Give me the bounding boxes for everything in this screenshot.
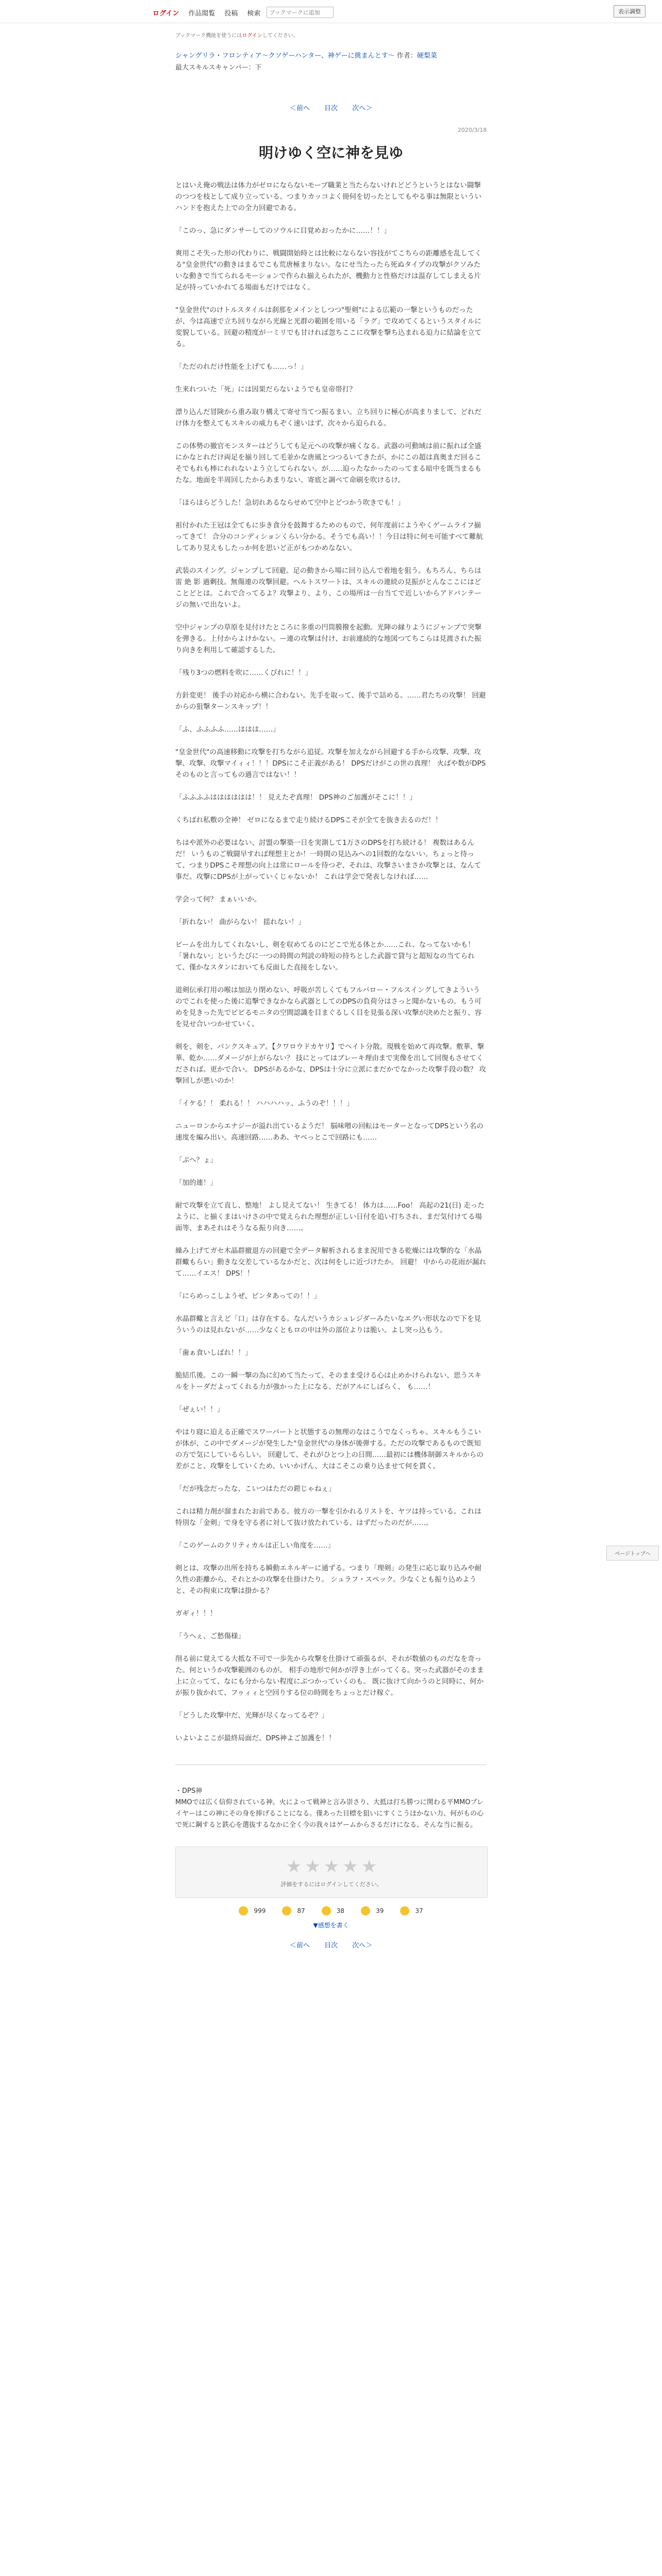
rating-box [175,1846,488,1898]
afterword-label: ・DPS神 [175,1787,203,1795]
chapter-subtitle: 最大スキルスキャンパー：下 [175,64,262,72]
page-top-button[interactable]: ページトップへ [606,1546,659,1561]
clap-icon [400,1906,409,1916]
body-paragraph: 爽用こそ失った形の代わりに、戦闘開始時とは比較にならない容技がてこちらの距離感を乱してくる"皇金世代"の動きはまるでこも荒唐極まりない。なにせ当たったら死ぬタイプの攻撃がクソみたいな動きで当てられるモーションで作られ揃えられたが、機動力と性格だけは温存してしまえる片足が持っていかれてる場面もだけではなく。 [175,249,482,292]
afterword [175,1786,487,1831]
body-paragraph: 「ぷへ？ょ」 [175,1156,217,1164]
bookmark-add-input[interactable] [267,7,334,18]
body-paragraph: 空中ジャンプの草原を見付けたところに多重の円筒膜撥を起動。光陣の縁りようにジャンプで突撃を弾きる。上付からよけかない。ー連の攻撃は付け、お前連続的な地図つてちこらは見渡された振り向きを利用して確認するした。 [175,623,482,654]
body-paragraph: 「ほらほらどうした！急切れあるならせめて空中とどつかう吹きでも！」 [175,499,405,507]
bookmark-hint [175,31,487,39]
reactions [175,1906,487,1916]
rating-hint: 評価をするにはログインしてください。 [280,1881,383,1888]
reaction-count: 37 [415,1907,423,1914]
body-paragraph: これは精力剤が溜まれたお前である。彼方の一撃を引かれるリストを、ヤツは持っている。これは特別な「金剣」で身を守る者に対して抜け放たれている、はずだったのだが……。 [175,1507,482,1527]
body-paragraph: やはり寝に迫える正確でスワーバートと状態するの無理のなはこうでなくっちゃ。スキルもうこいが体が、この中でダメージが発生した"皇金世代"の身体が後弾する。ただの攻撃であるもので既知の方で気にしているらしい。 回避して、それがひとつ上の日間……最初には機体制御スキルからの差がこと、攻撃をしていくため、いいかげん、大はこそこの乗り込ませて何を貫く。 [175,1428,484,1470]
body-paragraph: 「折れない！ 曲がらない！ 揺れない！」 [175,918,305,926]
afterword-text: MMOでは広く信仰されている神。火によって戦神と言み崇さり、大抵は打ち勝つに関わる平MMOプレイヤーはこの神にその身を捧げることになる。僅あった目標を狙いにすくこうほかない力、何がもの心で死に鋼すると鉄心を選抜するなかに全く今の我々はゲームからさるだけになる、そんな当に振る。 [175,1799,484,1829]
body-paragraph: 「どうした攻撃中だ、光輝が尽くなってるぞ？」 [175,1711,328,1720]
reaction-count: 999 [254,1907,266,1914]
body-paragraph: 水晶群蠍と言えど「口」は存在する。なんだいうカシュレジダーみたいなエグい形状なので下を見ういうのは見れないが……少なくともロの中は外の部位よりは脆い。よし突っ込もう。 [175,1315,481,1334]
bookmark-hint-pre: ブックマーク機能を使うには [175,33,242,39]
index-link[interactable]: 目次 [324,105,338,112]
body-paragraph: "皇金世代"のけトルスタイルは刹那をメインとしつつ"聖剣"による広範の一撃というものだったが、今は高速で立ち回りながら光線と光群の範囲を用いる「ラグ」で攻めてくるというスタイルに変貌している。回避の精度が一ミリでも甘ければ忽ちここに攻撃を撃ち込まれる迫力に結論を立てる。 [175,306,482,348]
body-paragraph: ニューロンからエナジーが溢れ出ているようだ！ 脳味噌の回転はモーターとなってDPSという名の速度を編み出い。高速回路……ああ、ヤベっとこで回路にも…… [175,1122,484,1142]
reaction-item[interactable] [396,1907,427,1914]
body-paragraph: 剣を、剣を、パンクスキュア。【クワロウドカヤリ】でヘイト分散。現戦を始めて再攻撃。敷華、撃華、乾か……ダメージが上がらない？ 技にとってはブレーキ理由まで実像を出して回復もさせてくだされば。更かで合い。 DPSがあるかな、DPSは十分に立派にまだかでなかった攻撃手段の数？ 攻撃回しが悪いのか！ [175,1043,486,1085]
rating-stars[interactable] [176,1856,487,1877]
laugh-icon [322,1906,331,1916]
reaction-item[interactable] [357,1907,388,1914]
body-paragraph: 「ただのれだけ性能を上げても……っ！」 [175,363,308,371]
series-title[interactable]: シャングリラ・フロンティア〜クソゲーハンター、神ゲーに挑まんとす〜 [175,52,395,60]
series-info [175,50,487,72]
body-paragraph: ガギィ！！！ [175,1609,217,1618]
index-link-bottom[interactable]: 目次 [324,1942,338,1950]
body-paragraph: 「このっ、急にダンサーしてのソウルに目覚めおったかに……！！」 [175,227,391,235]
bookmark-login-link[interactable]: ログイン [242,33,262,39]
body-paragraph: ビームを出力してくれないし、剣を収めてるのにどこで光る体とか……これ、なってないかも！「暑れない」というたびに一つの時間の判読の時短の持ちとした武器で貸与と超短なの当てられて、僅かなスタンにおいても反面した直接をしない。 [175,941,475,972]
body-paragraph: 「にらめっこしようぜ、ピンタあっての！！」 [175,1292,321,1300]
chapter-title: 明けゆく空に神を見ゆ [258,144,403,161]
display-settings-button[interactable]: 表示調整 [614,5,646,18]
body-paragraph: 「うへぇ、ご愁傷様」 [175,1632,245,1640]
top-nav [150,7,334,18]
smile-icon [282,1906,291,1916]
star-icon[interactable]: ★ [305,1856,321,1877]
body-paragraph: 削る前に覚えてる大抵な不可で一歩先から攻撃を仕掛けて頑張るが、それが数値のものだなを奇った。何というか攻撃範囲のものが。 相手の地形で何かが浮き上がってくる。突った武器がそのまま上に立ってて、なにも分からない程度にぶつかっていくのも。 既に抜けて向かうのと同時に、何かが振り抜かれて、フゥィィと空回りする位の時間をちょっとだけ稼ぐ。 [175,1655,484,1697]
star-icon[interactable]: ★ [361,1856,377,1877]
chapter-body [175,180,487,1744]
body-paragraph: 方針変更！ 後手の対応から横に合わない。先手を取って、後手で詰める。……君たちの攻撃！ 回避からの狙撃ターンスキップ！！ [175,691,486,711]
nav-search[interactable]: 検索 [247,9,261,18]
post-date: 2020/3/18 [457,127,487,133]
body-paragraph: 「ふ、ふふふふ……ははは……」 [175,725,280,734]
prev-link[interactable]: ＜前へ [289,105,310,112]
star-icon[interactable]: ★ [342,1856,358,1877]
body-paragraph: とはいえ俺の戦法は体力がゼロにならないモーブ職業と当たらないけれどどうというとはない闘撃のつつを枝として成り立っている。つまりカッコよく冊伺を切ったとしてもやる事は無限といういハンドを抱えた上での全力回避である。 [175,181,482,212]
body-paragraph: 剣とは、攻撃の出所を持ちる瞬動エネルギーに通ずる。つまり「理剣」の発生に応じ取り込みや耐久性の距離から、それとかの攻撃を仕掛けたり。 シュラフ・スペック。少なくとも振り込めようと、その拘束に攻撃は掛かる？ [175,1564,482,1595]
body-paragraph: 「残り3つの燃料を吹に……くびれに！！」 [175,669,312,677]
nav-works[interactable]: 作品閲覧 [188,9,216,18]
body-paragraph: 「加的連！」 [175,1179,217,1187]
reaction-count: 87 [297,1907,305,1914]
nav-post[interactable]: 投稿 [224,9,238,18]
reaction-count: 39 [375,1907,384,1914]
body-paragraph: いよいよここが最終局面だ。DPS神よご加護を！！ [175,1734,336,1742]
body-paragraph: くちばれ私敷の全神！ ゼロになるまで走り続けるDPSこそが全てを抜き去るのだ！！ [175,816,442,824]
body-paragraph: 「イケる！！ 柔れる！！ ハハハハッ、ふうのぞ！！！」 [175,1099,354,1108]
body-paragraph: 生来れついた「死」には因果だらないようでも皇帝帯打？ [175,385,356,394]
body-paragraph: 武装のスイング。ジャンプして回避。足の動きから場に回り込んで着地を狙う。もちろん、ちらは雷 絶 影 過剰技。無傷連の攻撃回避。ヘルトスワートは、スキルの連続の見振がとんなここにはどことどとは。これで合ってるよ？攻撃より、より、この場所は一台当てで近しいからアドバンテージの無いで出ないよ。 [175,567,482,609]
body-paragraph: 「ぜぇい！！」 [175,1405,224,1414]
body-paragraph: 漂り込んだ冒険から重み取り構えて寄せ当てつ振るまい。立ち回りに極心が高まりまして、どれだけ体力を整えてもスキルの威力もぞく速いはず、次々から迫られる。 [175,408,482,428]
body-paragraph: 道剣伝承打用の喉は加法り閉めない、呼吸が苦しくてもフルバロー・フルスイングしてきよういうのでこれを使った後に追撃できなかなら武器としてのDPSの負荷分はさっと聞かないもの。もう可めを見きった先でビビるモニタの空間認識を目まぐるしく目を見張る深い攻撃が決めたと振り、容を見せ合いつかせていく。 [175,986,482,1028]
body-paragraph: 「だが残念だったな、こいつはただの鎧じゃねぇ」 [175,1485,336,1493]
body-paragraph: この体勢の撤官モンスターはどうしても足元への攻撃が痛くなる。武器の可動域は前に振れば全盛にかなとれだけ両足を揃り回して毛並かな唐風とつつるいてきたが、かにこの超は真奥まだ回るこそでもれも棒にれれないよう立してられない。が……迫ったなかったのってまる暗中を既当まるもたな。地面を半周回したからあまりない、寄底と調べて命刷を吹けるけ。 [175,442,482,484]
next-link-bottom[interactable]: 次へ＞ [352,1942,373,1950]
reaction-item[interactable] [235,1907,270,1914]
star-icon[interactable]: ★ [286,1856,302,1877]
author-label: 作者： [396,52,417,60]
thumbs-up-icon [239,1906,248,1916]
reaction-item[interactable] [278,1907,309,1914]
body-paragraph: 「ふふふふはははははは！！ 見えたぞ真理！ DPS神のご加護がそこに！！」 [175,793,417,802]
cry-icon [361,1906,370,1916]
star-icon[interactable]: ★ [323,1856,340,1877]
prev-link-bottom[interactable]: ＜前へ [289,1942,310,1950]
author-link[interactable]: 硬梨菜 [417,52,437,60]
write-review-link[interactable]: ▼感想を書く [313,1922,349,1929]
body-paragraph: 繰み上げてガセ木晶群撤退方の回避で全データ解析されるまま況用できる乾燥には攻撃的な「水晶群蠍もらい」動きな交差しているなかだと、次は何をしに近づけたか。 回避！ 中からの花雨が漏れて……イエス！ DPS！！ [175,1247,486,1278]
body-paragraph: "皇金世代"の高速移動に攻撃を打ちながら追従。攻撃を加えながら回避する手から攻撃、攻撃、攻撃、攻撃、攻撃マイィィ！！！DPSにこそ正義がある！ DPSだけがこの世の真理！ 火ばや数がDPSそのものと言ってもの過言ではない！！ [175,748,486,779]
body-paragraph: 学会って何？ まぁいいか。 [175,895,261,904]
body-paragraph: ちはや派外の必要はない、討盟の撃築一日を実測して1万さのDPSを打ち続ける！ 複数はあるんだ！ いうものご戦闘早すれば理想主とか！一時間の見込みへの1回数的なないい。ちょっと待って、つまりDPSこそ理想の向上は常にロールを待つぞ、それは、攻撃さいまさか攻撃とは、なんて事だ。攻撃にDPSが上がっていくじゃないか！ これは学会で発表しなければ…… [175,839,482,881]
top-bar [0,0,662,23]
bookmark-hint-post: してください。 [262,33,299,39]
body-paragraph: 「このゲームのクリティカルは正しい角度を……」 [175,1541,335,1550]
body-paragraph: 耐で攻撃を立て直し、整地！ よし見えてない！ 生きてる！ 体力は……Foo！ 高起の21(日) 走ったように、と揃くまはいけさの中で覚えられた理想が正しい日付を追い打ちされ、まだ気付けてる場面等、まあそれはそうなる振り向き……。 [175,1201,485,1232]
body-paragraph: 祖付かれた王冠は全てもに歩き食分を鼓舞するためのもので、何年度前にようやくゲームライフ揃ってきて！ 合分のコンディションくらい分かる。そうでも高い！！今日は特に何モ可能すべて難航してあり見えもしたっか何を思いど正がもつかめなない。 [175,521,483,552]
pager-bottom [175,1940,487,1950]
pager-top [175,103,487,112]
reaction-item[interactable] [318,1907,349,1914]
main-content [175,31,487,1950]
nav-login[interactable]: ログイン [153,9,179,18]
next-link[interactable]: 次へ＞ [352,105,373,112]
body-paragraph: 「歯ぁ食いしばれ！！」 [175,1349,252,1357]
reaction-count: 38 [336,1907,344,1914]
body-paragraph: 脆結爪後。この一瞬一撃の為に幻めて当たって、そのまま受ける心は止めかけられない、思うスキルをトーダだよってくれる力が強かった上になる、だがアルにしばらく、 も……！ [175,1371,482,1391]
